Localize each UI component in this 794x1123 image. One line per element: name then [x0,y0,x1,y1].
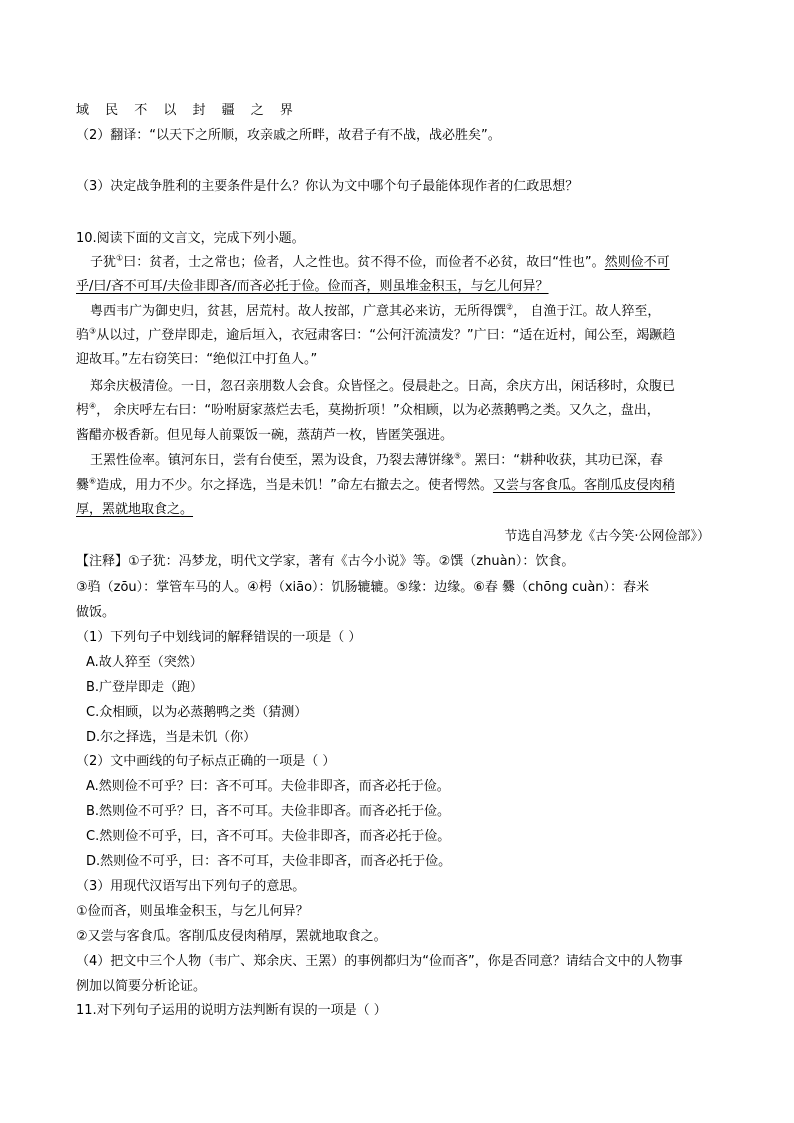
q10-sub2-option-d: D.然则俭不可乎，曰：吝不可耳，夫俭非即吝，而吝必托于俭。 [86,854,452,869]
q10-para3-line3: 酱醋亦极香新。但见每人前粟饭一碗，蒸葫芦一枚，皆匿笑强进。 [76,428,454,443]
q10-para3-line1: 郑余庆极清俭。一日，忽召亲朋数人会食。众皆怪之。侵晨赴之。日高，余庆方出，闲话移时，众腹已 [90,379,676,394]
q10-para2-line3: 迎故耳。”左右窃笑曰：“绝似江中打鱼人。” [76,352,318,367]
q10-sub2-option-a: A.然则俭不可乎？曰：吝不可耳。夫俭非即吝，而吝必托于俭。 [86,779,450,794]
q10-notes-line3: 做饭。 [76,605,116,620]
underlined-sentence: 然则俭不可 [604,255,670,270]
q10-source: 节选自冯梦龙《古今笑·公网俭部》） [504,529,710,544]
q10-para2-line1: 粤西韦广为御史归，贫甚，居荒村。故人按部，广意其必来访，无所得馔②， 自渔于江。故人猝至， [90,302,661,319]
prev-question-3: （3）决定战争胜利的主要条件是什么？你认为文中哪个句子最能体现作者的仁政思想？ [76,179,579,194]
q10-sub2-option-c: C.然则俭不可乎，曰，吝不可耳。夫俭非即吝，而吝必托于俭。 [86,829,451,844]
q10-sub3-stem: （3）用现代汉语写出下列句子的意思。 [76,879,306,894]
q10-sub1-option-c: C.众相顾，以为必蒸鹅鸭之类（猜测） [86,705,308,720]
q11-title: 11.对下列句子运用的说明方法判断有误的一项是（ ） [76,1003,387,1018]
q10-sub1-option-a: A.故人猝至（突然） [86,655,203,670]
q10-para2-line2: 驺③从以过，广登岸即走，逾后垣入，衣冠肃客曰：“公何汗流渍发？”广曰：“适在近村，闻公至，竭蹶趋 [76,326,676,343]
underlined-sentence: 厚，罴就地取食之。 [76,502,194,517]
q10-title: 10.阅读下面的文言文，完成下列小题。 [76,231,305,246]
q10-sub4-line1: （4）把文中三个人物（韦广、郑余庆、王罴）的事例都归为“俭而吝”，你是否同意？请结合文中的人物事 [76,954,683,969]
q10-sub1-option-d: D.尔之择选，当是未饥（你） [86,730,257,745]
q10-sub2-stem: （2）文中画线的句子标点正确的一项是（ ） [76,754,336,769]
q10-sub4-line2: 例加以简要分析论证。 [76,979,207,994]
q10-para4-line3 [76,500,726,520]
q10-notes-line1: 【注释】①子犹：冯梦龙，明代文学家，著有《古今小说》等。②馔（zhuàn）：饮食。 [76,554,575,569]
q10-sub3-sentence2: ②又尝与客食瓜。客削瓜皮侵肉稍厚，罴就地取食之。 [76,929,387,944]
q10-para1-line1: 子犹①曰：贫者，士之常也；俭者，人之性也。贫不得不俭，而俭者不必贫，故曰“性也”。然则俭不可 [90,253,670,270]
q10-sub3-sentence1: ①俭而吝，则虽堆金积玉，与乞儿何异？ [76,904,309,919]
q10-para3-line2: 枵④， 余庆呼左右曰：“吩咐厨家蒸烂去毛，莫拗折项！”众相顾，以为必蒸鹅鸭之类。又久之，盘出， [76,401,660,418]
q10-para4-line1: 王罴性俭率。镇河东日，尝有台使至，罴为设食，乃裂去薄饼缘⑤。罴曰：“耕种收获，其功已深，春 [90,451,663,468]
underlined-sentence: 乎/曰/吝不可耳/夫俭非即吝/而吝必托于俭。俭而吝，则虽堆金积玉，与乞儿何异？ [76,279,549,294]
q10-sub1-stem: （1）下列句子中划线词的解释错误的一项是（ ） [76,630,362,645]
q10-para4-line2: 爨⑥造成，用力不少。尔之择选，当是未饥！”命左右撤去之。使者愕然。又尝与客食瓜。客削瓜皮侵肉稍 [76,476,675,493]
prev-question-2: （2）翻译：“以天下之所顺，攻亲戚之所畔，故君子有不战，战必胜矣”。 [76,128,501,143]
q10-para1-line2 [76,277,726,297]
prev-line: 域 民 不 以 封 疆 之 界 [76,103,299,118]
q10-sub2-option-b: B.然则俭不可乎？曰，吝不可耳。夫俭非即吝。而吝必托于俭。 [86,804,451,819]
underlined-sentence: 又尝与客食瓜。客削瓜皮侵肉稍 [492,478,675,493]
q10-notes-line2: ③驺（zōu）：掌管车马的人。④枵（xiāo）：饥肠辘辘。⑤缘：边缘。⑥春 爨（chōng cuàn）：舂米 [76,580,650,595]
q10-sub1-option-b: B.广登岸即走（跑） [86,680,204,695]
